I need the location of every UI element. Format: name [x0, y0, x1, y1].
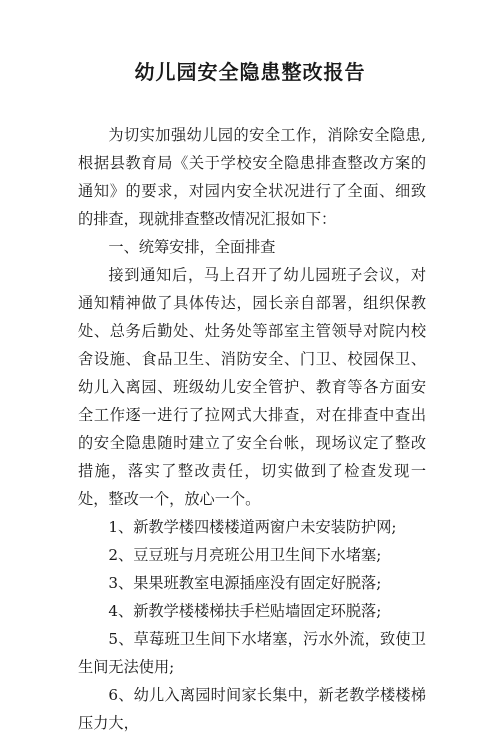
- list-item-2: 2、豆豆班与月亮班公用卫生间下水堵塞;: [108, 546, 382, 564]
- list-item-1: 1、新教学楼四楼楼道两窗户未安装防护网;: [108, 518, 397, 536]
- list-item-5: 5、草莓班卫生间下水堵塞，污水外流，致使卫生间无法使用;: [78, 630, 426, 676]
- list-item-4: 4、新教学楼楼梯扶手栏贴墙固定环脱落;: [108, 602, 382, 620]
- section-heading-1: 一、统筹安排，全面排查: [108, 238, 276, 256]
- document-title: 幼儿园安全隐患整改报告: [134, 60, 366, 84]
- paragraph-intro: 为切实加强幼儿园的安全工作，消除安全隐患,根据县教育局《关于学校安全隐患排查整改方案的通知》的要求，对园内安全状况进行了全面、细致的排查，现就排查整改情况汇报如下：: [78, 126, 426, 228]
- paragraph-section-1: 接到通知后，马上召开了幼儿园班子会议，对通知精神做了具体传达，园长亲自部署，组织保教处、总务后勤处、灶务处等部室主管领导对院内校舍设施、食品卫生、消防安全、门卫、校园保卫、幼儿入离园、班级幼儿安全管护、教育等各方面安全工作逐一进行了拉网式大排查，对在排查中查出的安全隐患随时建立了安全台帐，现场议定了整改措施，落实了整改责任，切实做到了检查发现一处，整改一个，放心一个。: [78, 266, 426, 508]
- list-item-6: 6、幼儿入离园时间家长集中，新老教学楼楼梯压力大，: [78, 686, 426, 732]
- list-item-3: 3、果果班教室电源插座没有固定好脱落;: [108, 574, 382, 592]
- document-body: [78, 121, 426, 737]
